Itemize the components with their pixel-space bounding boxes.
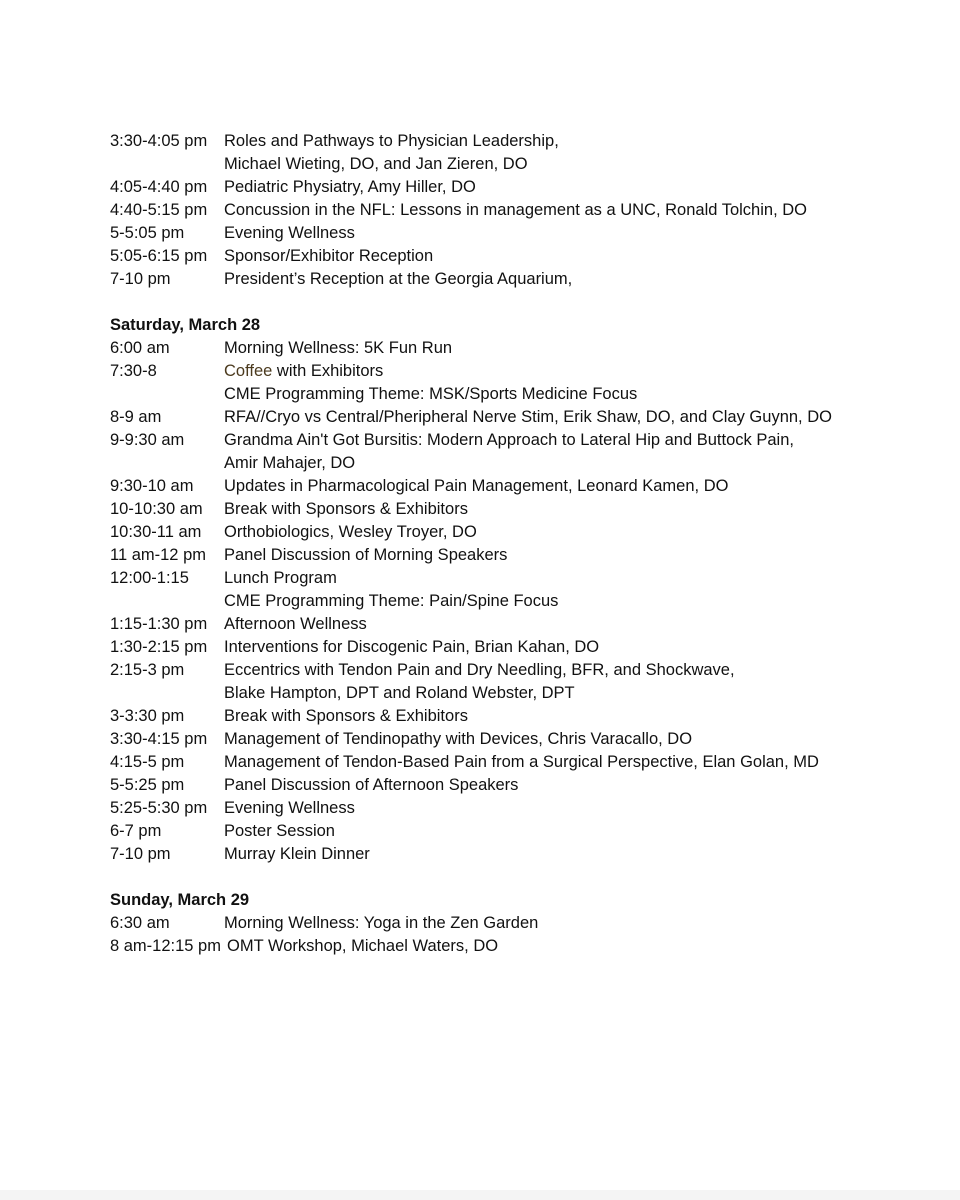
row-time: 1:15-1:30 pm xyxy=(110,615,208,633)
row-description: Michael Wieting, DO, and Jan Zieren, DO xyxy=(224,155,528,173)
row-time: 4:40-5:15 pm xyxy=(110,201,208,219)
row-description: Panel Discussion of Afternoon Speakers xyxy=(224,776,519,794)
row-time: 5:05-6:15 pm xyxy=(110,247,208,265)
schedule-row xyxy=(110,820,930,843)
row-description: Management of Tendon-Based Pain from a Surgical Perspective, Elan Golan, MD xyxy=(224,753,819,771)
row-description: Updates in Pharmacological Pain Management, Leonard Kamen, DO xyxy=(224,477,729,495)
row-description: Pediatric Physiatry, Amy Hiller, DO xyxy=(224,178,476,196)
schedule-row xyxy=(110,567,930,590)
row-time: 10:30-11 am xyxy=(110,523,202,541)
schedule-row xyxy=(110,843,930,866)
row-description: Lunch Program xyxy=(224,569,337,587)
exhibitors-text: with Exhibitors xyxy=(272,362,384,380)
row-time: 7-10 pm xyxy=(110,270,171,288)
row-time: 5-5:25 pm xyxy=(110,776,185,794)
row-time: 6-7 pm xyxy=(110,822,162,840)
schedule-row xyxy=(110,682,930,705)
row-description: Panel Discussion of Morning Speakers xyxy=(224,546,508,564)
day-heading-sunday: Sunday, March 29 xyxy=(110,891,250,909)
schedule-row xyxy=(110,728,930,751)
row-description: Poster Session xyxy=(224,822,335,840)
schedule-row xyxy=(110,751,930,774)
row-description: Afternoon Wellness xyxy=(224,615,367,633)
schedule-body xyxy=(110,130,930,958)
schedule-row xyxy=(110,521,930,544)
schedule-row xyxy=(110,360,930,383)
row-time: 4:15-5 pm xyxy=(110,753,185,771)
row-description: Grandma Ain't Got Bursitis: Modern Approach to Lateral Hip and Buttock Pain, xyxy=(224,431,794,449)
coffee-text: Coffee xyxy=(224,362,273,380)
schedule-row xyxy=(110,935,930,958)
row-description: Evening Wellness xyxy=(224,799,355,817)
schedule-row xyxy=(110,774,930,797)
schedule-row xyxy=(110,153,930,176)
row-time: 8-9 am xyxy=(110,408,162,426)
row-description: Break with Sponsors & Exhibitors xyxy=(224,500,468,518)
schedule-row xyxy=(110,337,930,360)
schedule-row xyxy=(110,383,930,406)
row-description: Morning Wellness: Yoga in the Zen Garden xyxy=(224,914,539,932)
row-time: 11 am-12 pm xyxy=(110,546,206,564)
row-time: 3:30-4:05 pm xyxy=(110,132,208,150)
schedule-row xyxy=(110,429,930,452)
schedule-row xyxy=(110,544,930,567)
schedule-row xyxy=(110,613,930,636)
schedule-row xyxy=(110,912,930,935)
row-description: Murray Klein Dinner xyxy=(224,845,370,863)
row-description: Management of Tendinopathy with Devices, Chris Varacallo, DO xyxy=(224,730,693,748)
row-time: 5-5:05 pm xyxy=(110,224,185,242)
row-description: Break with Sponsors & Exhibitors xyxy=(224,707,468,725)
schedule-row xyxy=(110,199,930,222)
row-time: 7:30-8 xyxy=(110,362,157,380)
row-time: 7-10 pm xyxy=(110,845,171,863)
row-time: 4:05-4:40 pm xyxy=(110,178,208,196)
schedule-row xyxy=(110,659,930,682)
row-description: Amir Mahajer, DO xyxy=(224,454,356,472)
row-description xyxy=(224,360,383,383)
schedule-row xyxy=(110,636,930,659)
row-description: OMT Workshop, Michael Waters, DO xyxy=(227,937,499,955)
row-time: 10-10:30 am xyxy=(110,500,203,518)
row-description: Interventions for Discogenic Pain, Brian Kahan, DO xyxy=(224,638,600,656)
schedule-row xyxy=(110,452,930,475)
row-time: 3-3:30 pm xyxy=(110,707,185,725)
row-description: Blake Hampton, DPT and Roland Webster, DPT xyxy=(224,684,575,702)
row-time: 9-9:30 am xyxy=(110,431,185,449)
row-time: 9:30-10 am xyxy=(110,477,194,495)
row-time: 12:00-1:15 xyxy=(110,569,189,587)
row-description: RFA//Cryo vs Central/Pheripheral Nerve Stim, Erik Shaw, DO, and Clay Guynn, DO xyxy=(224,408,832,426)
row-time: 1:30-2:15 pm xyxy=(110,638,208,656)
schedule-row xyxy=(110,406,930,429)
schedule-row xyxy=(110,705,930,728)
row-time: 3:30-4:15 pm xyxy=(110,730,208,748)
page-bottom-edge xyxy=(0,1190,960,1200)
row-description: Eccentrics with Tendon Pain and Dry Needling, BFR, and Shockwave, xyxy=(224,661,735,679)
row-description: President’s Reception at the Georgia Aquarium, xyxy=(224,270,573,288)
schedule-row xyxy=(110,498,930,521)
schedule-row xyxy=(110,245,930,268)
schedule-row xyxy=(110,590,930,613)
row-time: 5:25-5:30 pm xyxy=(110,799,208,817)
row-description: Sponsor/Exhibitor Reception xyxy=(224,247,434,265)
row-description: Orthobiologics, Wesley Troyer, DO xyxy=(224,523,477,541)
row-description: Roles and Pathways to Physician Leadership, xyxy=(224,132,559,150)
row-time: 2:15-3 pm xyxy=(110,661,185,679)
theme-line: CME Programming Theme: Pain/Spine Focus xyxy=(224,592,559,610)
schedule-row xyxy=(110,130,930,153)
theme-line: CME Programming Theme: MSK/Sports Medicine Focus xyxy=(224,385,638,403)
schedule-row xyxy=(110,222,930,245)
row-time: 6:30 am xyxy=(110,914,170,932)
schedule-row xyxy=(110,176,930,199)
row-time: 6:00 am xyxy=(110,339,170,357)
row-description: Evening Wellness xyxy=(224,224,355,242)
schedule-row xyxy=(110,797,930,820)
day-heading-saturday: Saturday, March 28 xyxy=(110,316,261,334)
row-description: Concussion in the NFL: Lessons in management as a UNC, Ronald Tolchin, DO xyxy=(224,201,807,219)
schedule-row xyxy=(110,475,930,498)
schedule-row xyxy=(110,268,930,291)
row-time: 8 am-12:15 pm xyxy=(110,937,221,955)
row-description: Morning Wellness: 5K Fun Run xyxy=(224,339,453,357)
